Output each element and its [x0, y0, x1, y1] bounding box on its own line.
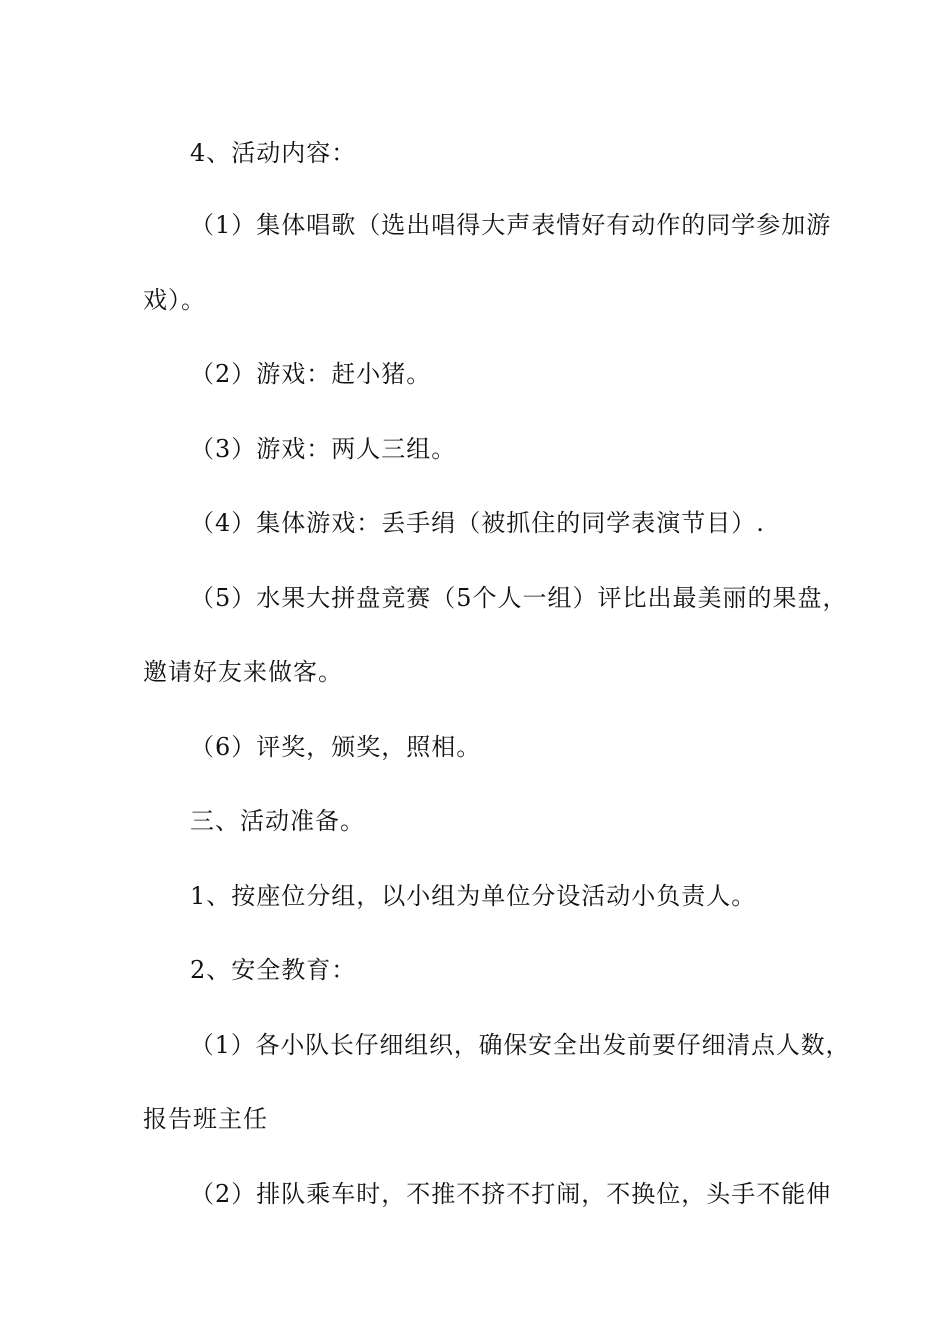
paragraph-line: （1）各小队长仔细组织，确保安全出发前要仔细清点人数，	[190, 1031, 851, 1059]
paragraph-line: （4）集体游戏：丢手绢（被抓住的同学表演节目）.	[190, 509, 765, 537]
paragraph-line: （3）游戏：两人三组。	[190, 435, 457, 463]
paragraph-line: 邀请好友来做客。	[143, 658, 343, 686]
paragraph-line: （1）集体唱歌（选出唱得大声表情好有动作的同学参加游	[190, 211, 832, 239]
paragraph-line: 1、按座位分组，以小组为单位分设活动小负责人。	[190, 882, 757, 910]
safety-education-heading: 2、安全教育：	[190, 956, 357, 984]
paragraph-line: 报告班主任	[143, 1105, 268, 1133]
activity-content-heading: 4、活动内容：	[190, 139, 357, 167]
paragraph-line: （5）水果大拼盘竞赛（5个人一组）评比出最美丽的果盘，	[190, 584, 848, 612]
section-heading: 三、活动准备。	[190, 807, 365, 835]
paragraph-line: （6）评奖，颁奖，照相。	[190, 733, 482, 761]
paragraph-line: 戏）。	[143, 286, 206, 314]
paragraph-line: （2）游戏：赶小猪。	[190, 360, 432, 388]
paragraph-line: （2）排队乘车时，不推不挤不打闹，不换位，头手不能伸	[190, 1180, 832, 1208]
